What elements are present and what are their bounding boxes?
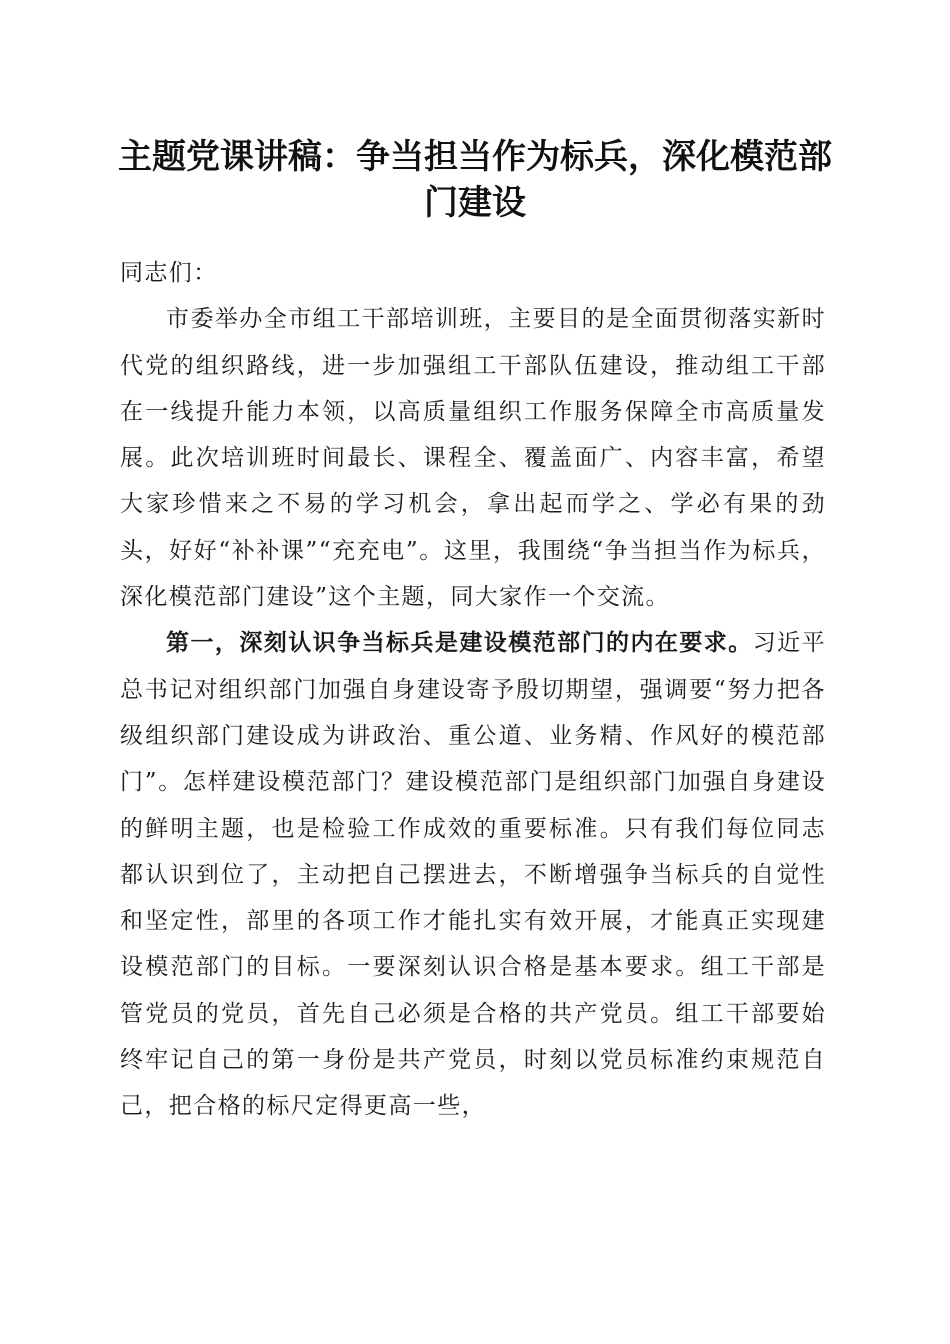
paragraph-2-body: 习近平总书记对组织部门加强自身建设寄予殷切期望，强调要“努力把各级组织部门建设成为讲政治、重公道、业务精、作风好的模范部门”。怎样建设模范部门？建设模范部门是组织部门加强自身建设的鲜明主题，也是检验工作成效的重要标准。只有我们每位同志都认识到位了，主动把自己摆进去，不断增强争当标兵的自觉性和坚定性，部里的各项工作才能扎实有效开展，才能真正实现建设模范部门的目标。一要深刻认识合格是基本要求。组工干部是管党员的党员，首先自己必须是合格的共产党员。组工干部要始终牢记自己的第一身份是共产党员，时刻以党员标准约束规范自己，把合格的标尺定得更高一些， <box>120 630 826 1120</box>
paragraph-2-lead: 第一，深刻认识争当标兵是建设模范部门的内在要求。 <box>166 629 753 657</box>
document-body <box>120 250 826 1130</box>
salutation: 同志们： <box>120 260 218 286</box>
paragraph-2 <box>120 620 826 1129</box>
paragraph-1: 市委举办全市组工干部培训班，主要目的是全面贯彻落实新时代党的组织路线，进一步加强组工干部队伍建设，推动组工干部在一线提升能力本领，以高质量组织工作服务保障全市高质量发展。此次培训班时间最长、课程全、覆盖面广、内容丰富，希望大家珍惜来之不易的学习机会，拿出起而学之、学必有果的劲头，好好“补补课”“充充电”。这里，我围绕“争当担当作为标兵，深化模范部门建设”这个主题，同大家作一个交流。 <box>120 306 826 611</box>
document-title: 主题党课讲稿：争当担当作为标兵，深化模范部门建设 <box>118 137 832 223</box>
